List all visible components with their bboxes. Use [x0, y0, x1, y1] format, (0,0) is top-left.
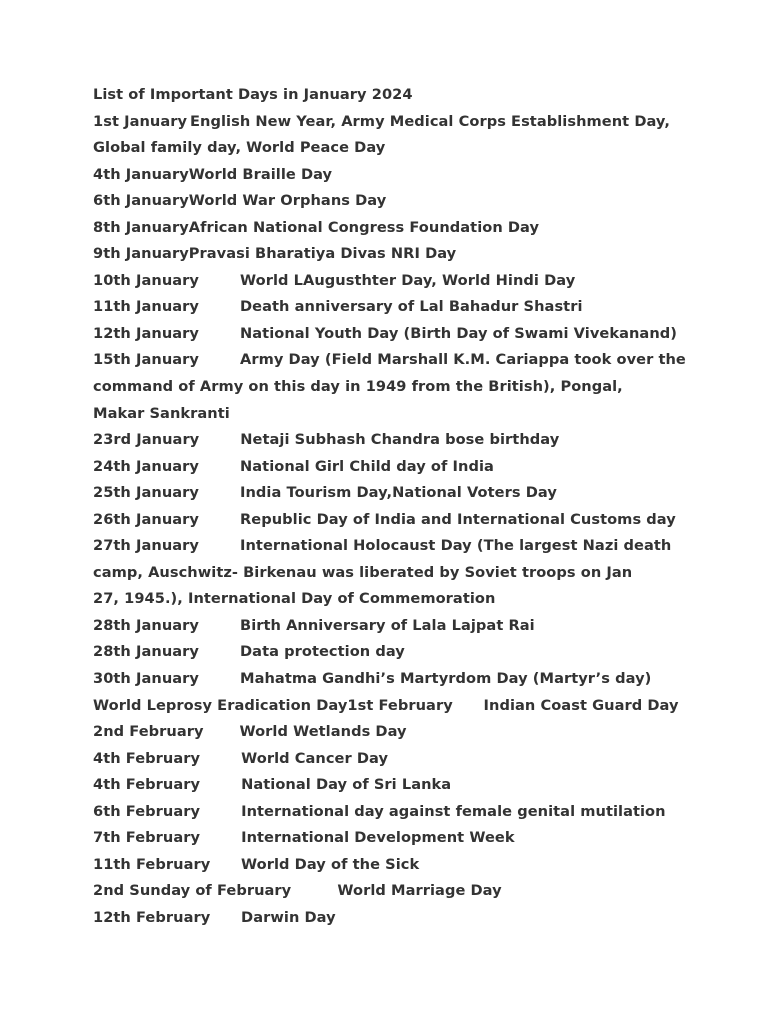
document-title: List of Important Days in January 2024	[93, 86, 413, 103]
text-line: 15th January Army Day (Field Marshall K.M. Cariappa took over the	[93, 351, 686, 369]
text-line: 23rd January Netaji Subhash Chandra bose birthday	[93, 431, 560, 449]
text-line: 30th January Mahatma Gandhi’s Martyrdom Day (Martyr’s day)	[93, 670, 652, 688]
text-line: 26th January Republic Day of India and International Customs day	[93, 510, 676, 528]
text-line: 4th JanuaryWorld Braille Day	[93, 165, 333, 183]
text-line: 10th January World LAugusthter Day, World Hindi Day	[93, 271, 576, 289]
text-line: 12th February Darwin Day	[93, 908, 336, 926]
text-line: 27, 1945.), International Day of Commemoration	[93, 590, 496, 608]
text-line: 11th January Death anniversary of Lal Bahadur Shastri	[93, 298, 583, 316]
text-line: 6th February International day against female genital mutilation	[93, 802, 666, 820]
text-line: 7th February International Development Week	[93, 829, 515, 847]
text-line: 28th January Data protection day	[93, 643, 405, 661]
text-line: camp, Auschwitz- Birkenau was liberated by Soviet troops on Jan	[93, 563, 633, 581]
text-line: 12th January National Youth Day (Birth Day of Swami Vivekanand)	[93, 324, 677, 342]
text-line: 9th JanuaryPravasi Bharatiya Divas NRI Day	[93, 245, 457, 263]
text-line: 28th January Birth Anniversary of Lala Lajpat Rai	[93, 616, 535, 634]
text-line: 27th January International Holocaust Day (The largest Nazi death	[93, 537, 672, 555]
text-line: 2nd February World Wetlands Day	[93, 723, 407, 741]
text-line: 24th January National Girl Child day of India	[93, 457, 494, 475]
text-line: Global family day, World Peace Day	[93, 139, 386, 157]
text-line: Makar Sankranti	[93, 404, 230, 422]
text-line: World Leprosy Eradication Day1st February Indian Coast Guard Day	[93, 696, 679, 714]
document-body	[93, 82, 686, 932]
text-line: 4th February National Day of Sri Lanka	[93, 776, 452, 794]
text-line: 1st January English New Year, Army Medical Corps Establishment Day,	[93, 112, 670, 130]
text-line: command of Army on this day in 1949 from the British), Pongal,	[93, 378, 623, 396]
text-line: 8th JanuaryAfrican National Congress Foundation Day	[93, 218, 540, 236]
text-line: 25th January India Tourism Day,National Voters Day	[93, 484, 557, 502]
text-line: 11th February World Day of the Sick	[93, 855, 420, 873]
text-line: 2nd Sunday of February World Marriage Day	[93, 882, 502, 900]
text-line: 6th JanuaryWorld War Orphans Day	[93, 192, 387, 210]
text-line: 4th February World Cancer Day	[93, 749, 389, 767]
